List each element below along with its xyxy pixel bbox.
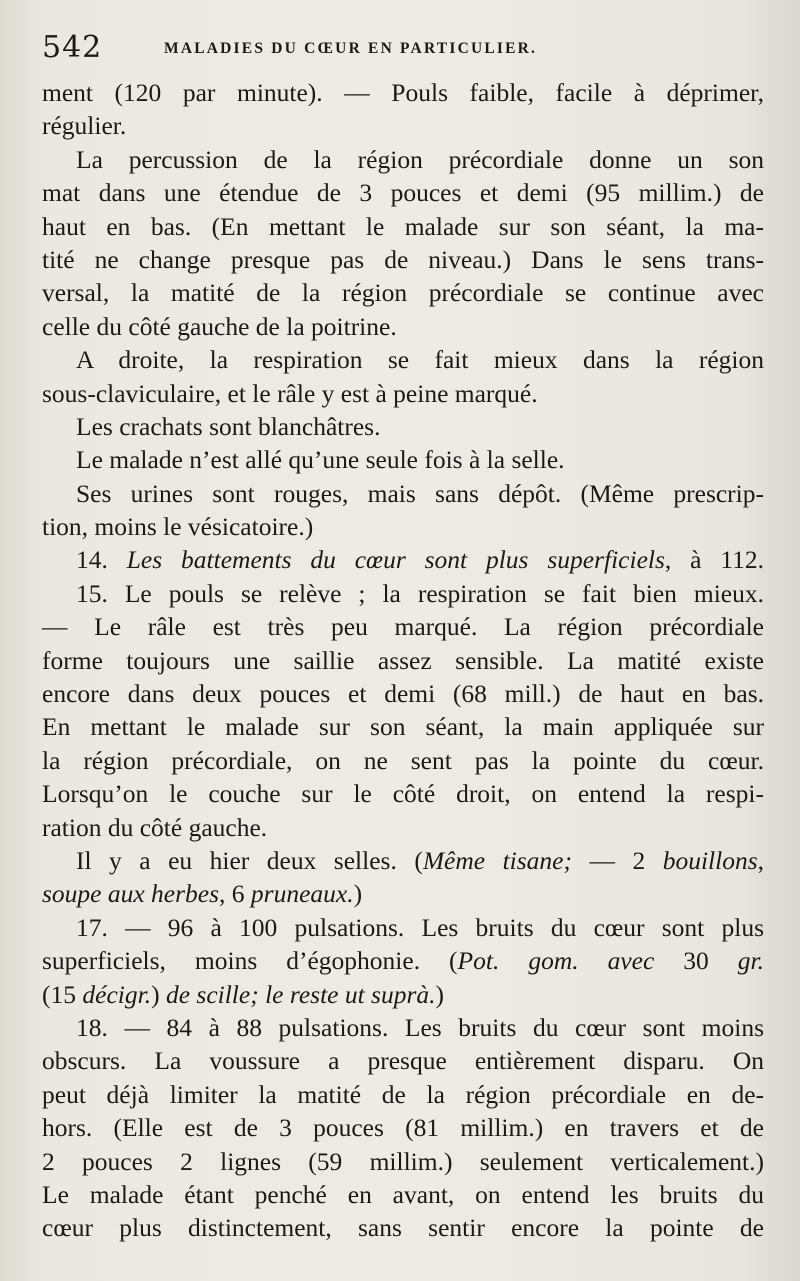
body-text xyxy=(42,76,764,1245)
text-line: Le malade étant penché en avant, on entend les bruits du xyxy=(42,1179,764,1209)
text-line: obscurs. La voussure a presque entièrement disparu. On xyxy=(42,1046,764,1076)
text-line: 17. — 96 à 100 pulsations. Les bruits du cœur sont plus xyxy=(76,912,764,942)
text-line: (15 décigr.) de scille; le reste ut suprà.) xyxy=(42,979,445,1009)
text-line: Le malade n’est allé qu’une seule fois à la selle. xyxy=(76,445,565,475)
text-line: — Le râle est très peu marqué. La région précordiale xyxy=(42,612,764,642)
text-line: versal, la matité de la région précordiale se continue avec xyxy=(42,278,764,308)
text-line: La percussion de la région précordiale donne un son xyxy=(76,144,764,174)
text-line: peut déjà limiter la matité de la région précordiale en de- xyxy=(42,1079,764,1109)
text-line: sous-claviculaire, et le râle y est à peine marqué. xyxy=(42,378,538,408)
text-line: régulier. xyxy=(42,111,127,141)
text-line: cœur plus distinctement, sans sentir encore la pointe de xyxy=(42,1213,764,1243)
text-line: tité ne change presque pas de niveau.) Dans le sens trans- xyxy=(42,244,764,274)
text-line: celle du côté gauche de la poitrine. xyxy=(42,311,397,341)
text-line: Lorsqu’on le couche sur le côté droit, on entend la respi- xyxy=(42,779,764,809)
text-line: 15. Le pouls se relève ; la respiration se fait bien mieux. xyxy=(76,578,764,608)
text-line: A droite, la respiration se fait mieux dans la région xyxy=(76,345,764,375)
text-line: tion, moins le vésicatoire.) xyxy=(42,512,314,542)
text-line: 14. Les battements du cœur sont plus superficiels, à 112. xyxy=(76,545,765,575)
text-line: ration du côté gauche. xyxy=(42,812,268,842)
text-line: Ses urines sont rouges, mais sans dépôt. (Même prescrip- xyxy=(76,478,764,508)
page-header xyxy=(42,30,762,68)
text-line: En mettant le malade sur son séant, la main appliquée sur xyxy=(42,712,764,742)
text-line: 18. — 84 à 88 pulsations. Les bruits du cœur sont moins xyxy=(76,1012,764,1042)
text-line: 2 pouces 2 lignes (59 millim.) seulement verticalement.) xyxy=(42,1146,764,1176)
page-number: 542 xyxy=(42,30,103,65)
text-line: ment (120 par minute). — Pouls faible, facile à déprimer, xyxy=(42,78,764,107)
text-line: hors. (Elle est de 3 pouces (81 millim.) en travers et de xyxy=(42,1113,764,1143)
text-line: mat dans une étendue de 3 pouces et demi (95 millim.) de xyxy=(42,178,764,208)
text-line: haut en bas. (En mettant le malade sur son séant, la ma- xyxy=(42,211,764,241)
running-head: MALADIES DU CŒUR EN PARTICULIER. xyxy=(164,40,538,57)
text-line: superficiels, moins d’égophonie. (Pot. gom. avec 30 gr. xyxy=(42,946,764,976)
text-line: Il y a eu hier deux selles. (Même tisane; — 2 bouillons, xyxy=(76,845,765,875)
text-line: encore dans deux pouces et demi (68 mill.) de haut en bas. xyxy=(42,679,764,709)
text-line: Les crachats sont blanchâtres. xyxy=(76,411,381,441)
text-line: forme toujours une saillie assez sensible. La matité existe xyxy=(42,645,764,675)
text-line: la région précordiale, on ne sent pas la pointe du cœur. xyxy=(42,745,764,775)
text-line: soupe aux herbes, 6 pruneaux.) xyxy=(42,879,363,909)
